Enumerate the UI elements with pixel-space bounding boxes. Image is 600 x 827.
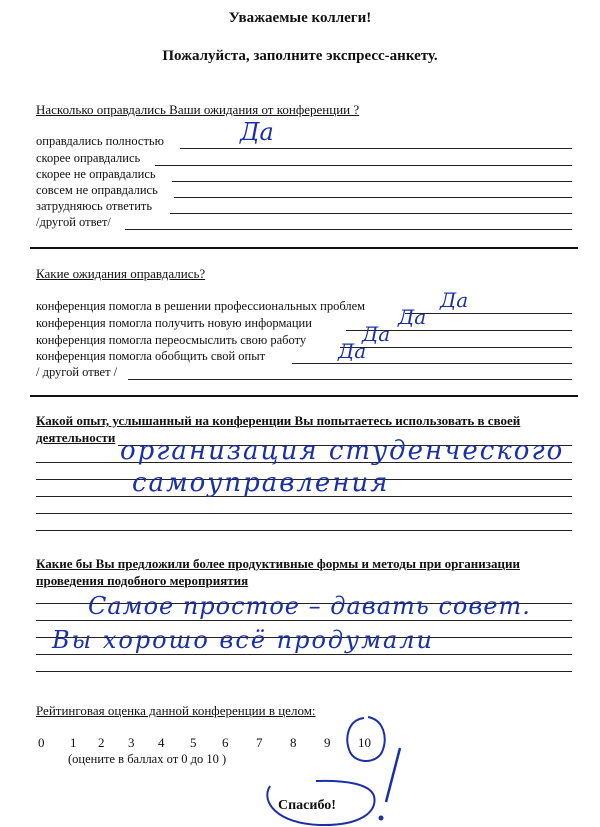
rating-4: 4: [158, 735, 165, 750]
q2-answer-3: Да: [362, 322, 391, 346]
q1-option-4: совсем не оправдались: [36, 183, 158, 197]
q2-answer-1: Да: [440, 288, 469, 312]
thanks-text: Спасибо!: [278, 798, 336, 813]
q2-option-1: конференция помогла в решении профессиональных проблем: [36, 299, 366, 313]
rating-5: 5: [190, 735, 197, 750]
q2-question: Какие ожидания оправдались?: [36, 266, 206, 281]
rating-label: Рейтинговая оценка данной конференции в целом:: [36, 703, 316, 718]
section-divider: [30, 395, 578, 397]
q1-option-5: затрудняюсь ответить: [36, 199, 153, 213]
request-subtitle: Пожалуйста, заполните экспресс-анкету.: [162, 48, 438, 64]
rating-7: 7: [256, 735, 263, 750]
q2-option-2: конференция помогла получить новую информации: [36, 316, 312, 330]
q1-option-3: скорее не оправдались: [36, 167, 156, 181]
q4-handwritten-line-2: Вы хорошо всё продумали: [52, 626, 435, 654]
rating-8: 8: [290, 735, 297, 750]
rating-9: 9: [324, 735, 331, 750]
q2-option-3: конференция помогла переосмыслить свою работу: [36, 333, 307, 347]
rating-3: 3: [128, 735, 135, 750]
q2-option-5: / другой ответ /: [36, 365, 118, 379]
q2-option-4: конференция помогла обобщить свой опыт: [36, 349, 266, 363]
q2-answer-4: Да: [338, 339, 367, 363]
q1-handwritten-answer: Да: [240, 118, 274, 146]
rating-2: 2: [98, 735, 105, 750]
q4-question-line-1: Какие бы Вы предложили более продуктивные формы и методы при организации: [36, 556, 520, 571]
q4-question-line-2: проведения подобного мероприятия: [36, 573, 249, 588]
q1-question: Насколько оправдались Ваши ожидания от конференции ?: [36, 102, 360, 117]
rating-6: 6: [222, 735, 229, 750]
q1-option-2: скорее оправдались: [36, 151, 141, 165]
thanks-circle-mark: [250, 740, 420, 827]
q1-option-6: /другой ответ/: [36, 215, 111, 229]
rating-0: 0: [38, 735, 45, 750]
q1-option-1: оправдались полностью: [36, 134, 164, 148]
section-divider: [30, 247, 578, 249]
greeting-title: Уважаемые коллеги!: [228, 10, 372, 26]
rating-hint: (оцените в баллах от 0 до 10 ): [68, 752, 227, 766]
q3-handwritten-line-1: организация студенческого: [120, 436, 565, 466]
q3-question-line-2: деятельности: [36, 430, 116, 445]
q2-answer-2: Да: [398, 305, 427, 329]
q3-question-line-1: Какой опыт, услышанный на конференции Вы попытаетесь использовать в своей: [36, 413, 521, 428]
q4-handwritten-line-1: Самое простое – давать совет.: [88, 592, 531, 620]
rating-1: 1: [70, 735, 77, 750]
q3-handwritten-line-2: самоуправления: [132, 468, 390, 498]
rating-10: 10: [358, 735, 371, 750]
